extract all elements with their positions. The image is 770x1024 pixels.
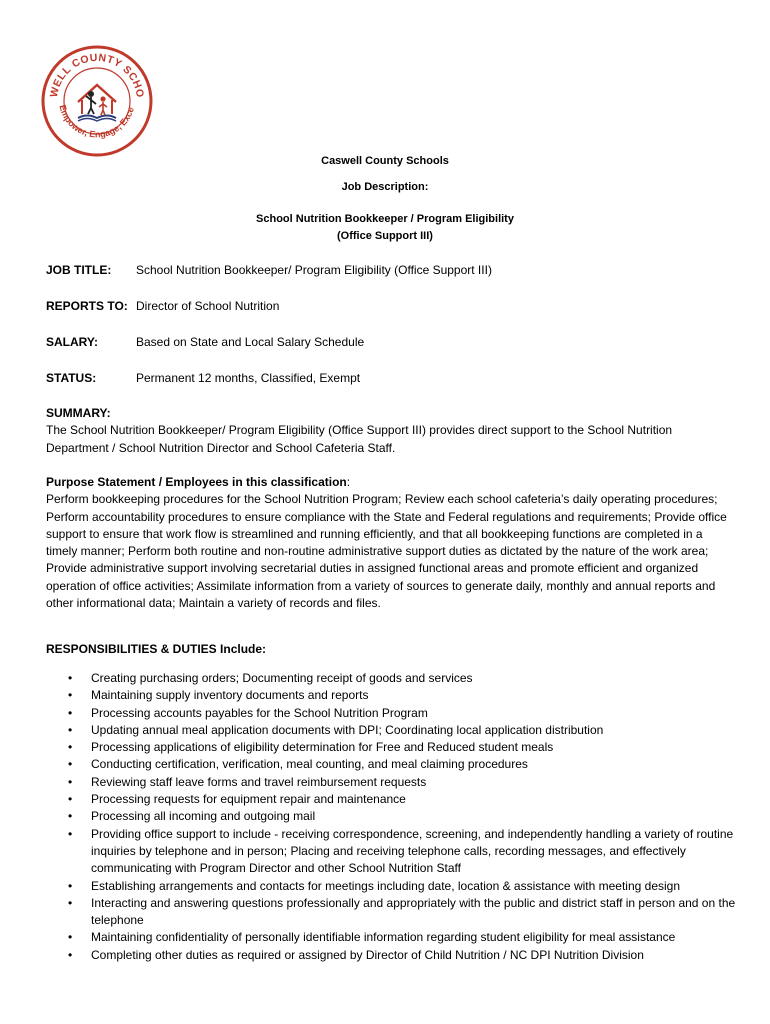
field-value: School Nutrition Bookkeeper/ Program Eligibility (Office Support III) <box>136 263 492 277</box>
list-item: • Processing accounts payables for the School Nutrition Program <box>46 705 736 722</box>
job-title-heading-2: (Office Support III) <box>337 230 433 242</box>
list-item: • Maintaining confidentiality of personally identifiable information regarding student eligibility for meal assistance <box>46 929 736 946</box>
purpose-heading: Purpose Statement / Employees in this classification <box>46 475 347 489</box>
doc-type: Job Description: <box>341 181 429 193</box>
field-label: REPORTS TO: <box>46 299 128 313</box>
summary-section <box>46 405 736 457</box>
responsibilities-section <box>46 641 736 658</box>
seal-arc-text: WELL COUNTY SCHO <box>47 51 147 99</box>
purpose-text: Perform bookkeeping procedures for the School Nutrition Program; Review each school cafeteria’s daily operating procedures; Perform accountability procedures to ensure compliance with the State and Federal regulations and requirements; Provide office support to ensure that work flow is streamlined and running efficiently, and that all bookkeeping functions are completed in a timely manner; Perform both routine and non-routine administrative support duties as dictated by the nature of the work area; Provide administrative support involving secretarial duties in assigned functional areas and promote efficient and organized operation of office activities; Assimilate information from a variety of sources to generate daily, monthly and annual reports and other informational data; Maintain a variety of records and files. <box>46 492 727 611</box>
duties-list <box>46 670 736 964</box>
field-label: SALARY: <box>46 335 98 349</box>
list-item: • Reviewing staff leave forms and travel reimbursement requests <box>46 774 736 791</box>
list-item: • Completing other duties as required or assigned by Director of Child Nutrition / NC DPI Nutrition Division <box>46 947 736 964</box>
list-item: • Creating purchasing orders; Documenting receipt of goods and services <box>46 670 736 687</box>
summary-text: The School Nutrition Bookkeeper/ Program Eligibility (Office Support III) provides direct support to the School Nutrition Department / School Nutrition Director and School Cafeteria Staff. <box>46 423 673 455</box>
field-value: Based on State and Local Salary Schedule <box>136 335 365 349</box>
org-name: Caswell County Schools <box>321 155 449 167</box>
field-value: Director of School Nutrition <box>136 299 280 313</box>
field-label: STATUS: <box>46 371 97 385</box>
purpose-section <box>46 474 736 612</box>
school-seal-icon <box>40 44 154 158</box>
figure-head-1 <box>88 91 94 97</box>
list-item: • Providing office support to include - receiving correspondence, screening, and independently handling a variety of routine inquiries by telephone and in person; Placing and receiving telephone calls, recording messages, and effectively communicating with Program Director and other School Nutrition Staff <box>46 826 736 878</box>
list-item: • Updating annual meal application documents with DPI; Coordinating local application distribution <box>46 722 736 739</box>
list-item: • Conducting certification, verification, meal counting, and meal claiming procedures <box>46 756 736 773</box>
field-label: JOB TITLE: <box>46 263 112 277</box>
job-title-heading-1: School Nutrition Bookkeeper / Program Eligibility <box>256 213 514 225</box>
responsibilities-heading: RESPONSIBILITIES & DUTIES Include: <box>46 642 267 656</box>
list-item: • Processing requests for equipment repair and maintenance <box>46 791 736 808</box>
figure-head-2 <box>100 96 105 101</box>
list-item: • Processing applications of eligibility determination for Free and Reduced student meals <box>46 739 736 756</box>
purpose-colon: : <box>346 475 351 489</box>
seal-motto-text: Empower, Engage, Exce <box>57 103 136 140</box>
list-item: • Processing all incoming and outgoing mail <box>46 808 736 825</box>
list-item: • Interacting and answering questions professionally and appropriately with the public and district staff in person and on the telephone <box>46 895 736 930</box>
field-value: Permanent 12 months, Classified, Exempt <box>136 371 361 385</box>
school-logo <box>40 44 154 158</box>
summary-heading: SUMMARY: <box>46 406 111 420</box>
list-item: • Maintaining supply inventory documents and reports <box>46 687 736 704</box>
list-item: • Establishing arrangements and contacts for meetings including date, location & assistance with meeting design <box>46 878 736 895</box>
